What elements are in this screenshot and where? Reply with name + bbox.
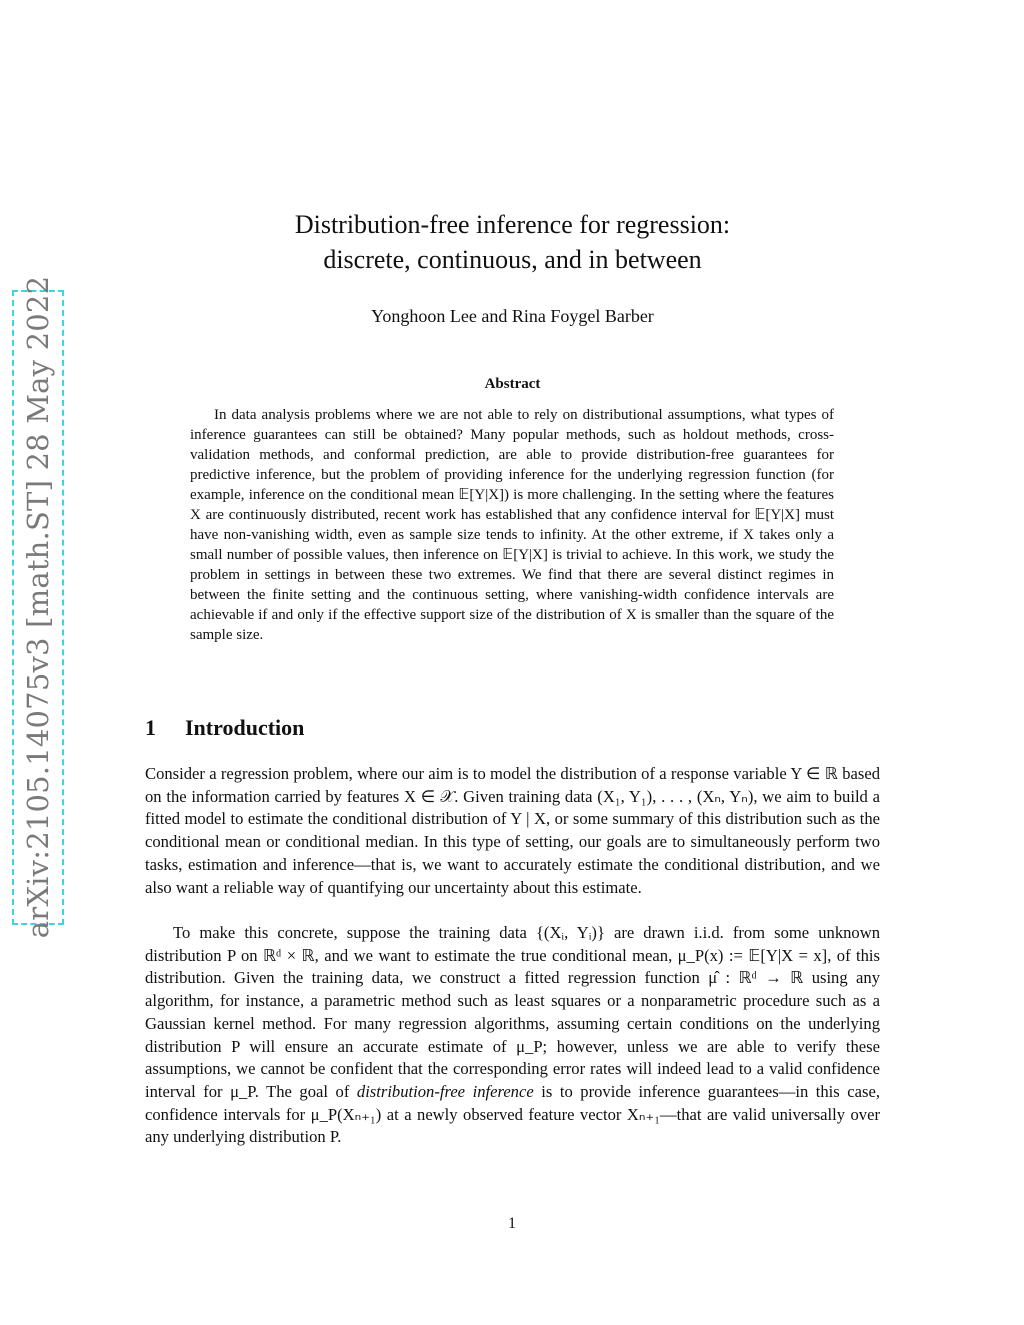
abstract-heading: Abstract <box>484 376 541 392</box>
section-title: Introduction <box>185 715 305 740</box>
authors: Yonghoon Lee and Rina Foygel Barber <box>371 306 654 326</box>
title-line-2: discrete, continuous, and in between <box>323 245 702 274</box>
intro-paragraph-2 <box>145 922 880 1149</box>
para2-after: is to provide inference guarantees—in this case, confidence intervals for μ_P(Xₙ₊₁) at a newly observed feature vector Xₙ₊₁—that are valid universally over any underlying distribution P. <box>145 1081 880 1147</box>
para2-before: To make this concrete, suppose the training data {(Xᵢ, Yᵢ)} are drawn i.i.d. from some unknown distribution P on ℝᵈ × ℝ, and we want to estimate the true conditional mean, μ_P(x) := 𝔼[Y|X = x], of this distribution. Given the training data, we construct a fitted regression function μ̂ : ℝᵈ → ℝ using any algorithm, for instance, a parametric method such as least squares or a nonparametric procedure such as a Gaussian kernel method. For many regression algorithms, assuming certain conditions on the underlying distribution P will ensure an accurate estimate of μ_P; however, unless we are able to verify these assumptions, we cannot be confident that the corresponding error rates will indeed lead to a valid confidence interval for μ_P. The goal of <box>145 923 880 1101</box>
arxiv-identifier[interactable]: arXiv:2105.14075v3 [math.ST] 28 May 2022 <box>21 275 55 939</box>
title-line-1: Distribution-free inference for regression: <box>294 210 731 239</box>
paper-title <box>145 207 880 277</box>
section-number: 1 <box>145 715 156 740</box>
para2-emphasis: distribution-free inference <box>356 1081 534 1101</box>
abstract-text: In data analysis problems where we are not able to rely on distributional assumptions, what types of inference guarantees can still be obtained? Many popular methods, such as holdout methods, cross-validation methods, and conformal prediction, are able to provide distribution-free guarantees for predictive inference, but the problem of providing inference for the underlying regression function (for example, inference on the conditional mean 𝔼[Y|X]) is more challenging. In the setting where the features X are continuously distributed, recent work has established that any confidence interval for 𝔼[Y|X] must have non-vanishing width, even as sample size tends to infinity. At the other extreme, if X takes only a small number of possible values, then inference on 𝔼[Y|X] is trivial to achieve. In this work, we study the problem in settings in between these two extremes. We find that there are several distinct regimes in between the finite setting and the continuous setting, where vanishing-width confidence intervals are achievable if and only if the effective support size of the distribution of X is smaller than the square of the sample size. <box>190 407 834 643</box>
section-heading <box>145 715 304 741</box>
intro-paragraph-1: Consider a regression problem, where our aim is to model the distribution of a response variable Y ∈ ℝ based on the information carried by features X ∈ 𝒳. Given training data (X₁, Y₁), . . . , (Xₙ, Yₙ), we aim to build a fitted model to estimate the conditional distribution of Y | X, or some summary of this distribution such as the conditional mean or conditional median. In this type of setting, our goals are to simultaneously perform two tasks, estimation and inference—that is, we want to accurately estimate the conditional distribution, and we also want a reliable way of quantifying our uncertainty about this estimate. <box>145 764 880 897</box>
page-number: 1 <box>508 1215 516 1232</box>
